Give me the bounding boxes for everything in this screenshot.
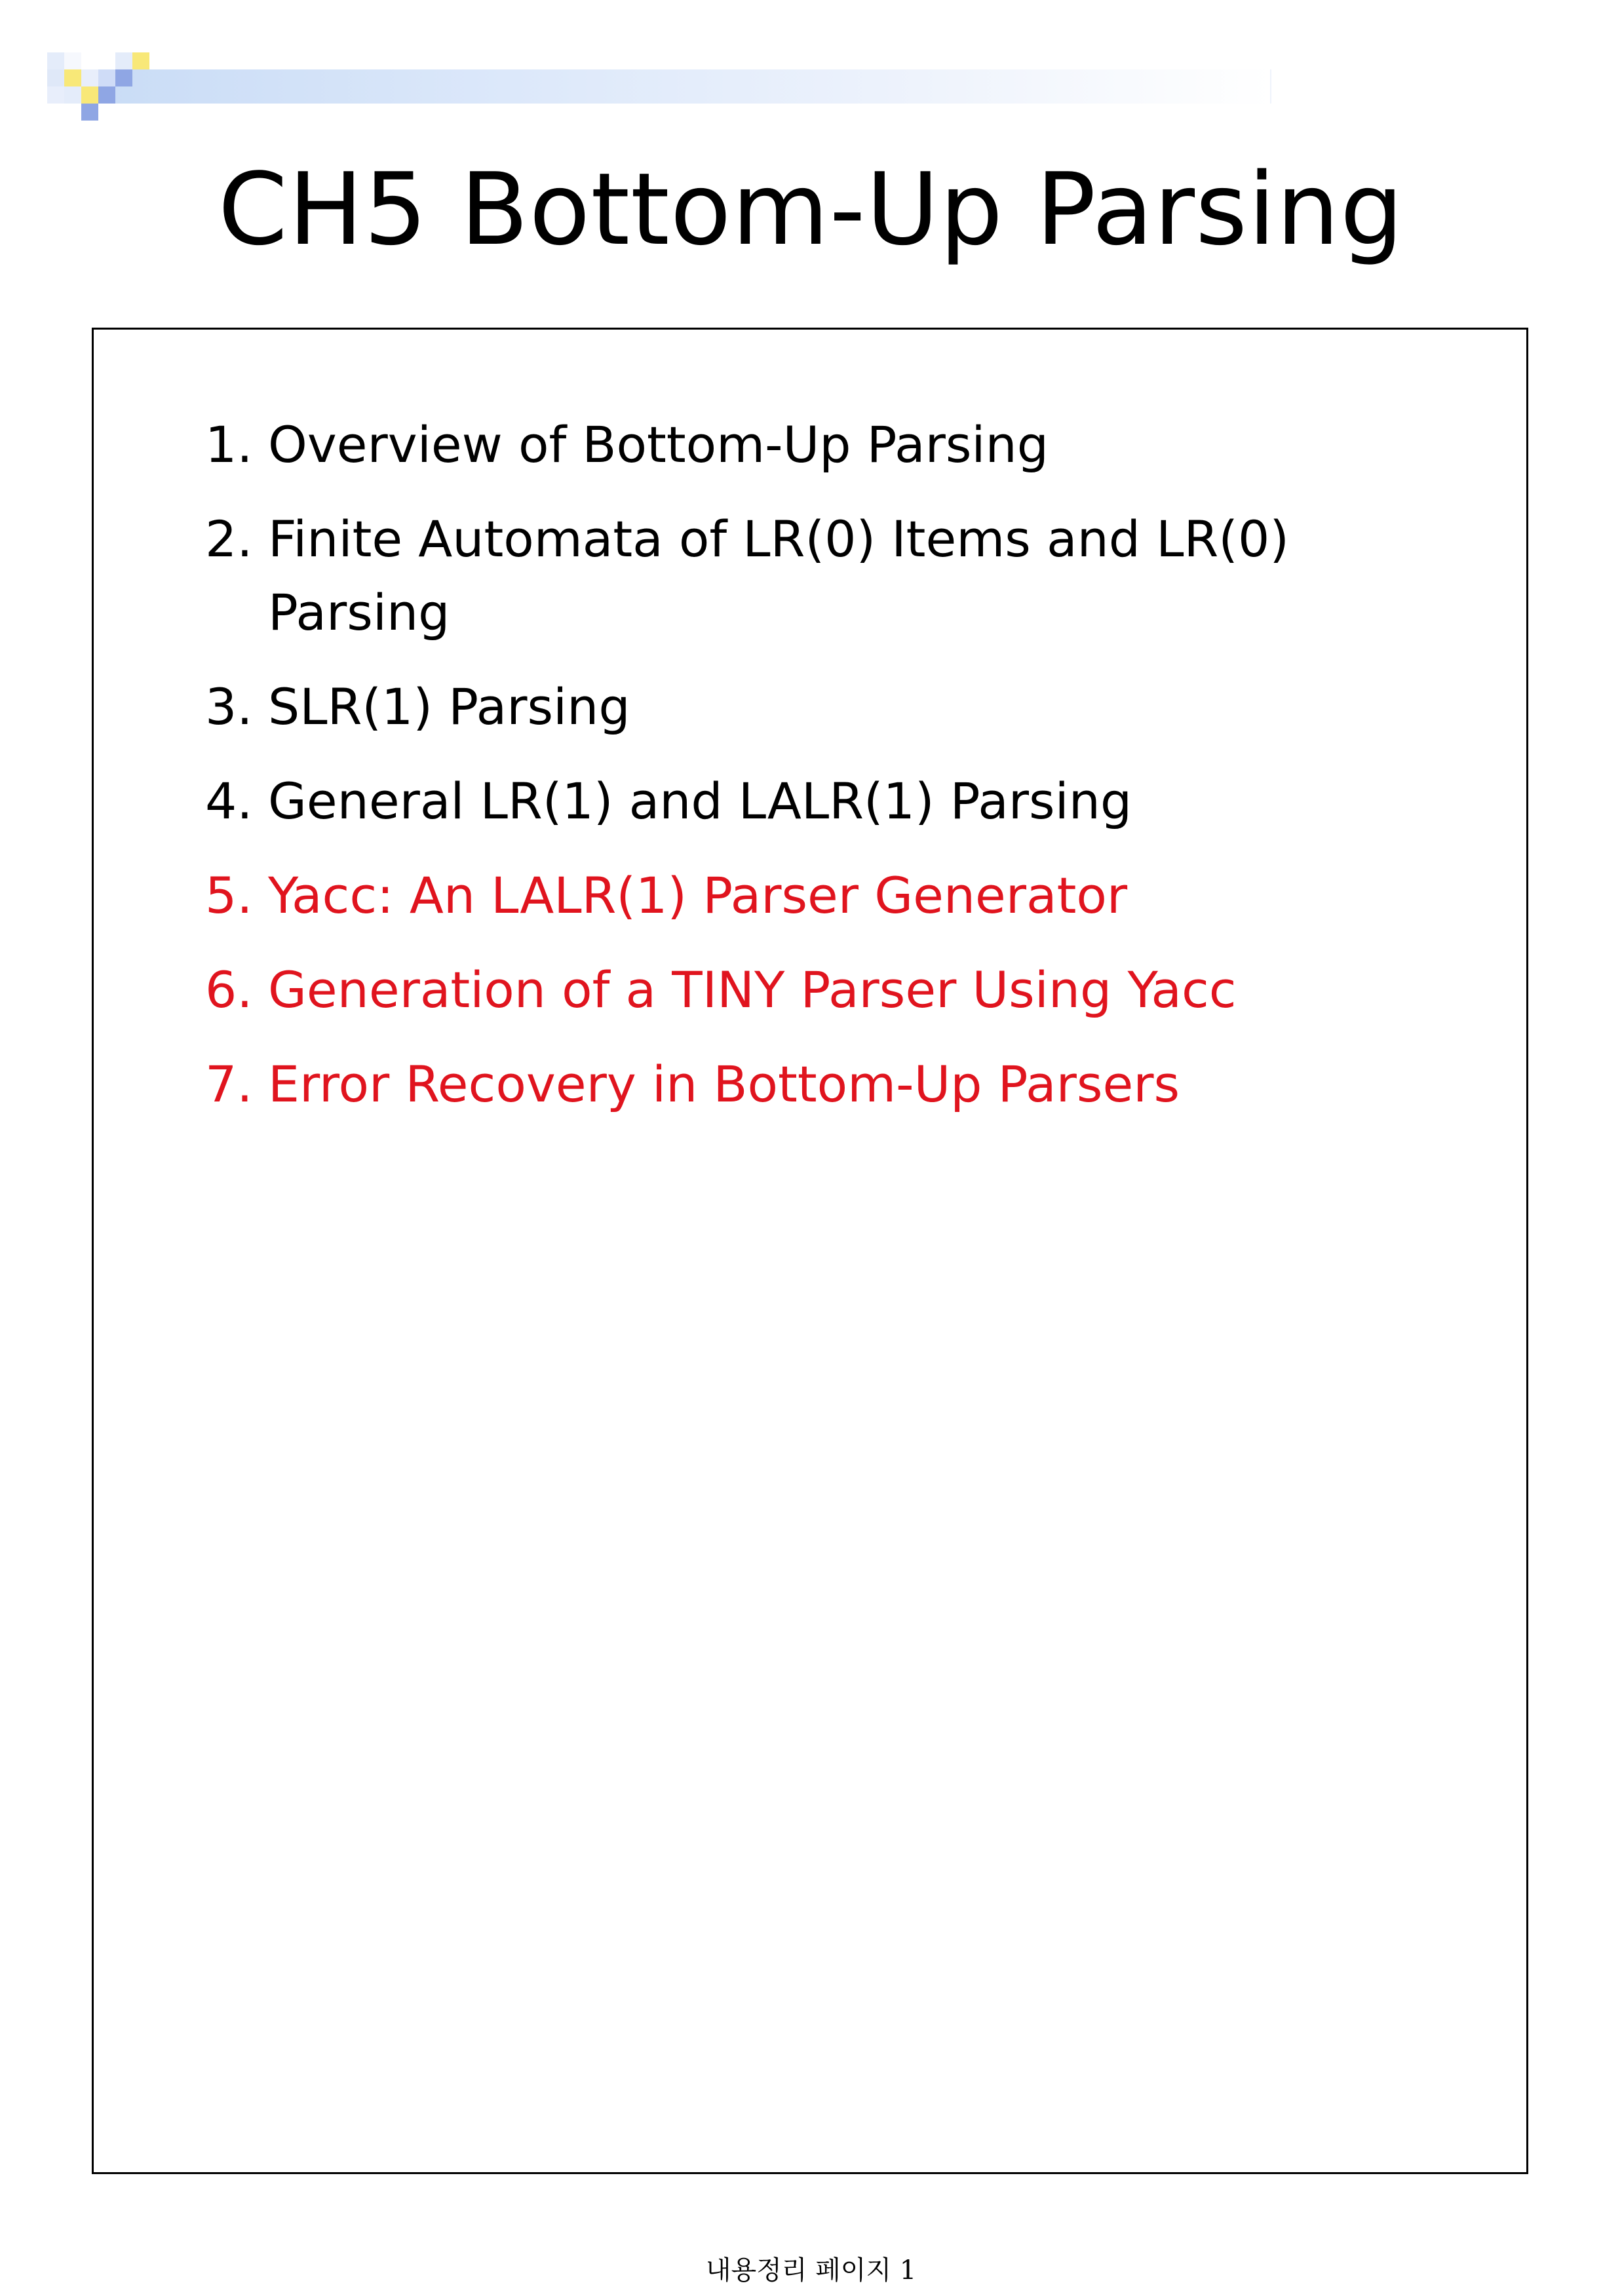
list-item bbox=[205, 859, 1483, 932]
banner-square bbox=[47, 52, 64, 69]
banner-bar-end bbox=[1270, 69, 1271, 104]
list-item-text: Error Recovery in Bottom-Up Parsers bbox=[268, 1055, 1180, 1113]
banner-square bbox=[64, 52, 81, 69]
list-item-text: Yacc: An LALR(1) Parser Generator bbox=[268, 866, 1128, 925]
banner-square bbox=[132, 52, 149, 69]
table-of-contents bbox=[205, 408, 1483, 1142]
list-item-text: Generation of a TINY Parser Using Yacc bbox=[268, 961, 1237, 1019]
banner-square bbox=[47, 69, 64, 86]
list-item bbox=[205, 953, 1483, 1027]
list-item-number: 1. bbox=[205, 415, 253, 474]
banner-square bbox=[81, 104, 98, 121]
page-title: CH5 Bottom-Up Parsing bbox=[218, 151, 1404, 267]
banner-square bbox=[98, 86, 115, 104]
header-banner bbox=[47, 52, 1227, 124]
list-item bbox=[205, 670, 1483, 744]
list-item-number: 4. bbox=[205, 772, 253, 830]
banner-square bbox=[64, 86, 81, 104]
list-item bbox=[205, 408, 1483, 482]
list-item-text: SLR(1) Parsing bbox=[268, 678, 630, 736]
list-item-number: 2. bbox=[205, 510, 253, 568]
banner-square bbox=[47, 86, 64, 104]
list-item-number: 7. bbox=[205, 1055, 253, 1113]
page-footer: 내용정리 페이지 1 bbox=[705, 2255, 917, 2286]
banner-square bbox=[115, 52, 132, 69]
banner-gradient-bar bbox=[98, 69, 1271, 104]
banner-square bbox=[81, 69, 98, 86]
banner-square bbox=[98, 69, 115, 86]
list-item bbox=[205, 503, 1483, 649]
list-item-text: General LR(1) and LALR(1) Parsing bbox=[268, 772, 1132, 830]
list-item-number: 3. bbox=[205, 678, 253, 736]
list-item-text: Finite Automata of LR(0) Items and LR(0) Parsing bbox=[268, 510, 1289, 641]
list-item-text: Overview of Bottom-Up Parsing bbox=[268, 415, 1049, 474]
list-item-number: 6. bbox=[205, 961, 253, 1019]
banner-square bbox=[115, 69, 132, 86]
banner-square bbox=[64, 69, 81, 86]
list-item bbox=[205, 1048, 1483, 1121]
content-frame bbox=[92, 328, 1528, 2174]
list-item bbox=[205, 765, 1483, 838]
list-item-number: 5. bbox=[205, 866, 253, 925]
banner-square bbox=[81, 86, 98, 104]
